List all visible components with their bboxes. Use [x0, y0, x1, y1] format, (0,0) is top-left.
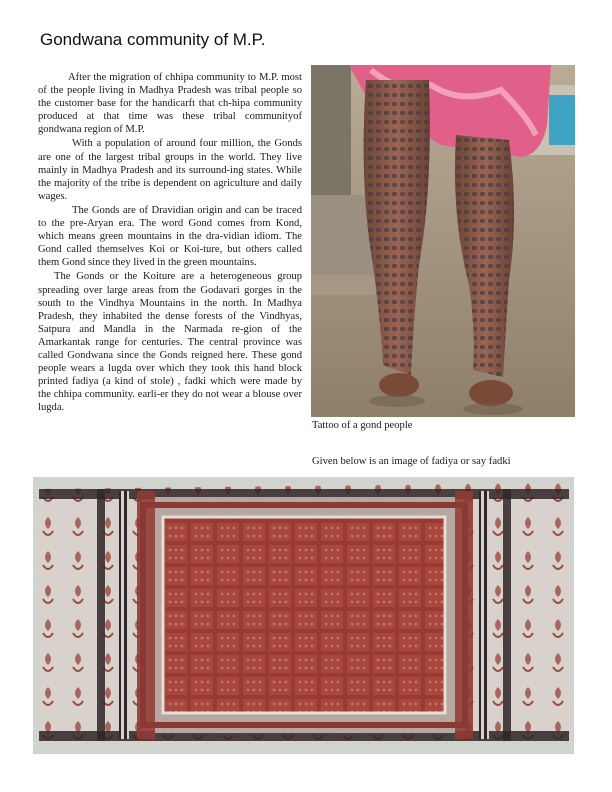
fadiya-fabric-illustration — [33, 477, 574, 754]
paragraph-3: The Gonds are of Dravidian origin and can be traced to the pre-Aryan era. The word Gond comes from Kond, which means green mountains in the dra-vidian idiom. The Gond called themselves Koi or Koi-ture, but others called them Gond since they lived in the green mountains. — [38, 204, 302, 269]
article-body — [38, 71, 302, 415]
photo-caption: Tattoo of a gond people — [312, 420, 413, 431]
tattoo-photo — [311, 65, 575, 417]
fabric-caption: Given below is an image of fadiya or say fadki — [312, 456, 511, 467]
page-title: Gondwana community of M.P. — [40, 30, 266, 49]
paragraph-4: The Gonds or the Koiture are a heterogeneous group spreading over large areas from the Godavari gorges in the south to the Vindhya Mountains in the north. In Madhya Pradesh, they inhabited the dense forests of the Vindhyas, Satpura and Mandla in the Narmada re-gion of the Amarkantak range for centuries. The central province was called Gondwana since the Gonds reigned here. These gond people wears a lugda over which they took this hand block printed fadiya (a kind of stole) , fadki which were made by the chhipa community. earli-er they do not wear a blouse over lugda. — [38, 271, 302, 414]
paragraph-2: With a population of around four million, the Gonds are one of the largest tribal groups in the world. They live mainly in Madhya Pradesh and its surround-ing states. While the majority of the tribe is dependent on agriculture and daily wages. — [38, 138, 302, 202]
tattoo-photo-illustration — [311, 65, 575, 417]
paragraph-1: After the migration of chhipa community to M.P. most of the people living in Madhya Pradesh was tribal people so the customer base for the handicarft that ch-hipa community produced at that time was these tribal communityof gondwana region of M.P. — [38, 72, 302, 136]
fadiya-fabric-photo — [33, 477, 574, 754]
